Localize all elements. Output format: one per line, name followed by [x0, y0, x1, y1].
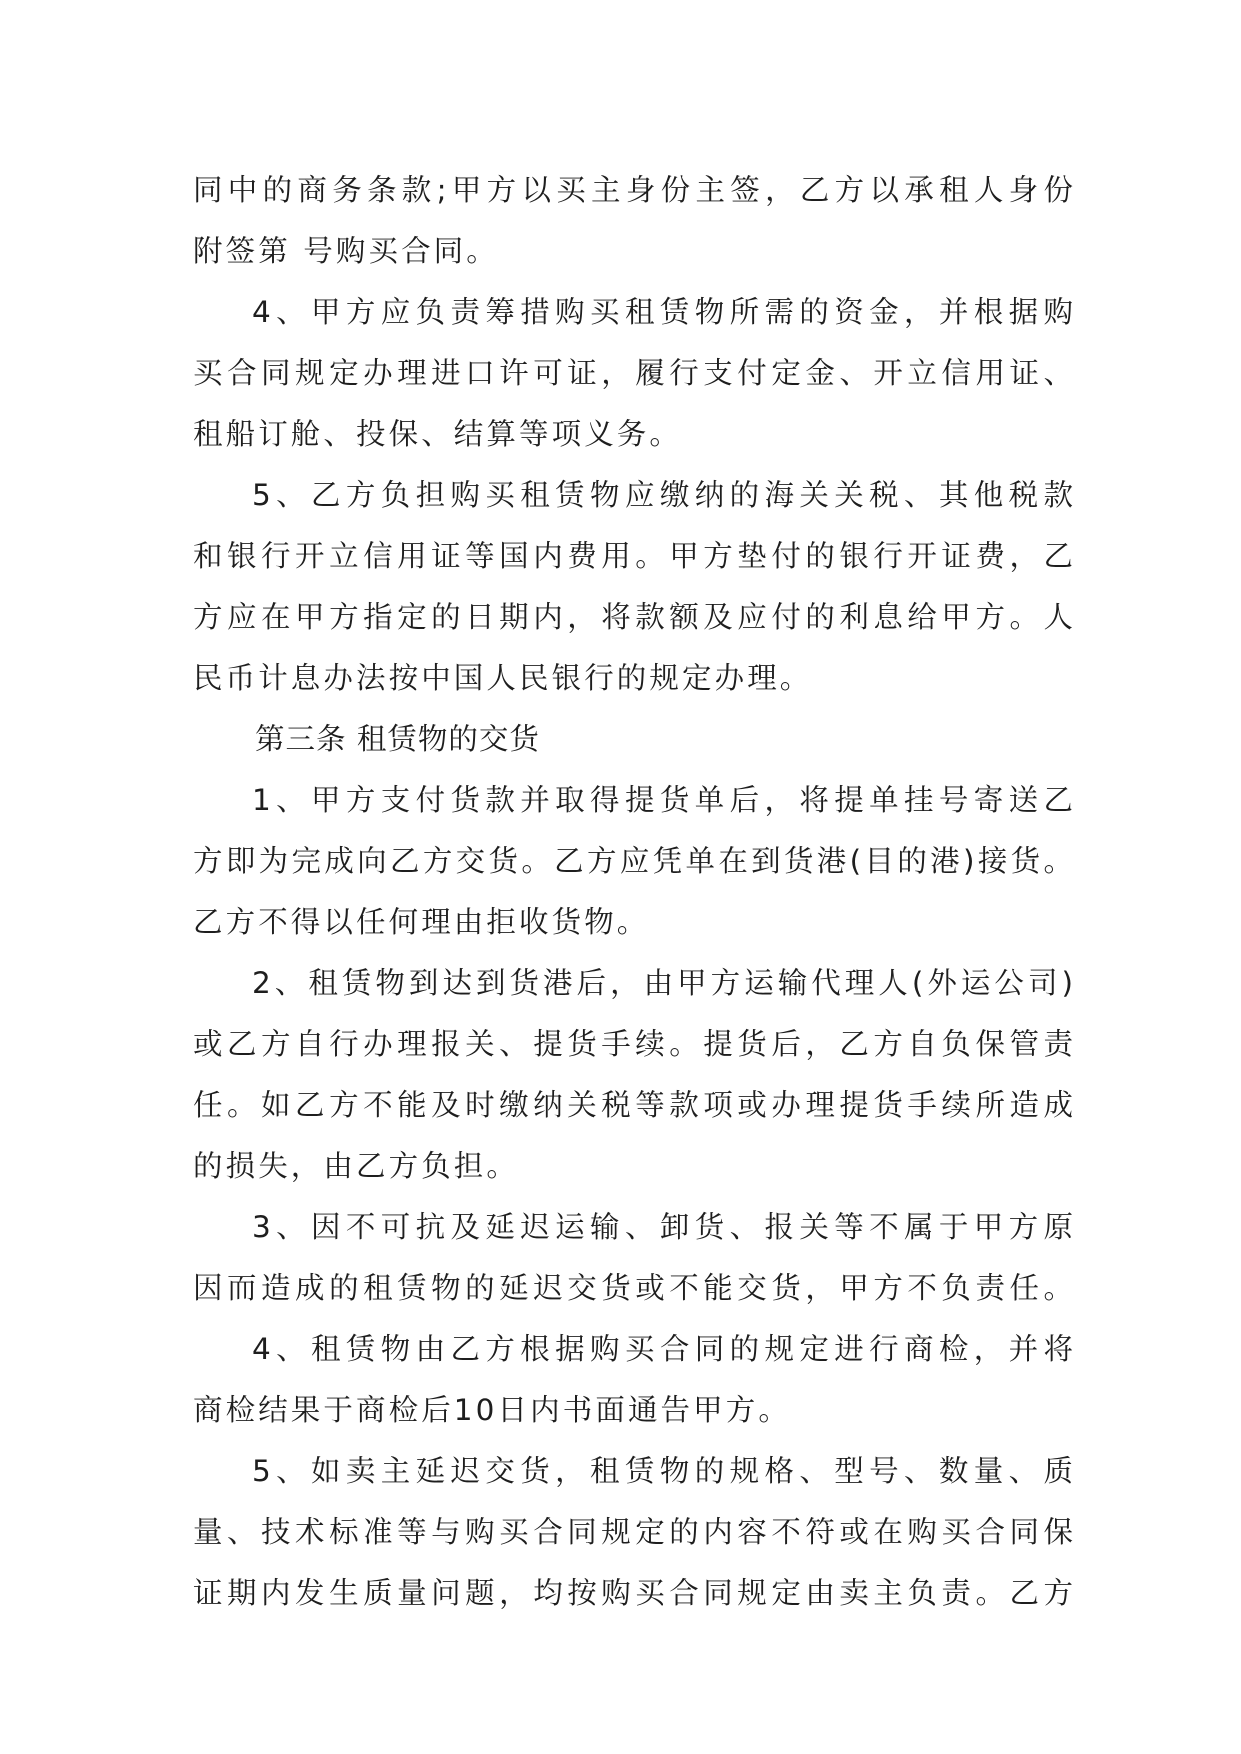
text-line: 附签第 号购买合同。 — [193, 234, 499, 268]
text-line: 商检结果于商检后10日内书面通告甲方。 — [193, 1393, 791, 1427]
text-line: 1、甲方支付货款并取得提货单后，将提单挂号寄送乙 — [252, 783, 1073, 817]
text-line: 4、租赁物由乙方根据购买合同的规定进行商检，并将 — [252, 1332, 1073, 1366]
text-line: 同中的商务条款;甲方以买主身份主签，乙方以承租人身份 — [193, 173, 1073, 207]
text-line: 任。如乙方不能及时缴纳关税等款项或办理提货手续所造成 — [193, 1088, 1073, 1122]
text-line: 和银行开立信用证等国内费用。甲方垫付的银行开证费，乙 — [193, 539, 1073, 573]
text-line: 2、租赁物到达到货港后，由甲方运输代理人(外运公司) — [252, 966, 1073, 1000]
text-line: 的损失，由乙方负担。 — [193, 1149, 520, 1183]
text-line: 因而造成的租赁物的延迟交货或不能交货，甲方不负责任。 — [193, 1271, 1073, 1305]
text-line: 乙方不得以任何理由拒收货物。 — [193, 905, 650, 939]
text-line: 租船订舱、投保、结算等项义务。 — [193, 417, 683, 451]
text-line: 方应在甲方指定的日期内，将款额及应付的利息给甲方。人 — [193, 600, 1073, 634]
text-line: 民币计息办法按中国人民银行的规定办理。 — [193, 661, 813, 695]
text-line: 方即为完成向乙方交货。乙方应凭单在到货港(目的港)接货。 — [193, 844, 1073, 878]
text-line: 量、技术标准等与购买合同规定的内容不符或在购买合同保 — [193, 1515, 1073, 1549]
text-line: 3、因不可抗及延迟运输、卸货、报关等不属于甲方原 — [252, 1210, 1073, 1244]
text-line: 5、如卖主延迟交货，租赁物的规格、型号、数量、质 — [252, 1454, 1073, 1488]
text-line: 证期内发生质量问题，均按购买合同规定由卖主负责。乙方 — [193, 1576, 1073, 1610]
section-heading: 第三条 租赁物的交货 — [255, 722, 540, 756]
document-body — [193, 160, 1073, 1624]
text-line: 买合同规定办理进口许可证，履行支付定金、开立信用证、 — [193, 356, 1073, 390]
text-line: 5、乙方负担购买租赁物应缴纳的海关关税、其他税款 — [252, 478, 1073, 512]
text-line: 4、甲方应负责筹措购买租赁物所需的资金，并根据购 — [252, 295, 1073, 329]
text-line: 或乙方自行办理报关、提货手续。提货后，乙方自负保管责 — [193, 1027, 1073, 1061]
